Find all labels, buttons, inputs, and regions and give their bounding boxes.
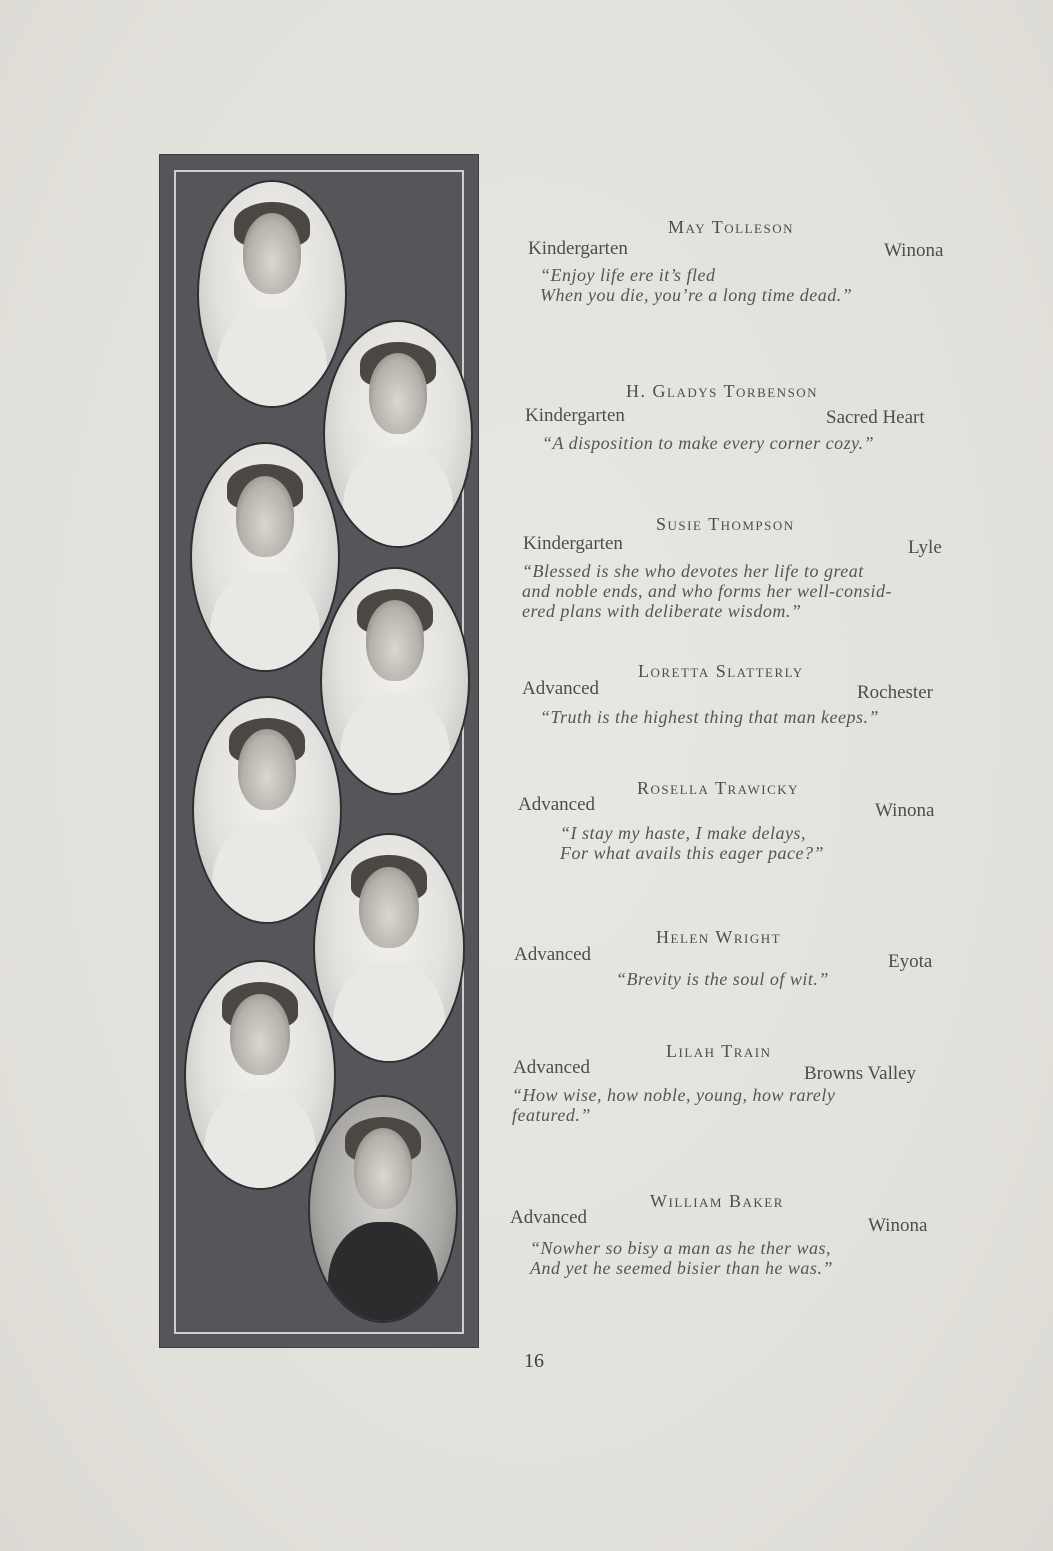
student-town: Sacred Heart [826, 407, 925, 428]
student-name: Lilah Train [666, 1041, 772, 1061]
student-quote: “Nowher so bisy a man as he ther was, And yet he seemed bisier than he was.” [530, 1238, 833, 1278]
student-course: Advanced [513, 1057, 591, 1078]
student-course: Advanced [510, 1207, 588, 1228]
student-quote: “Truth is the highest thing that man keeps.” [540, 707, 880, 727]
student-name: May Tolleson [668, 217, 794, 237]
student-name: H. Gladys Torbenson [626, 381, 819, 401]
student-name: Rosella Trawicky [637, 778, 800, 798]
student-town: Winona [884, 240, 944, 261]
student-name: Loretta Slatterly [638, 661, 804, 681]
student-course: Advanced [518, 794, 596, 815]
student-quote: “I stay my haste, I make delays, For what avails this eager pace?” [560, 823, 824, 863]
student-quote: “How wise, how noble, young, how rarely featured.” [512, 1085, 836, 1125]
student-town: Rochester [857, 682, 933, 703]
student-town: Winona [868, 1215, 928, 1236]
page-number: 16 [524, 1350, 544, 1372]
student-town: Winona [875, 800, 935, 821]
student-town: Browns Valley [804, 1063, 917, 1084]
student-name: Susie Thompson [656, 514, 795, 534]
student-town: Eyota [888, 951, 933, 972]
student-course: Advanced [514, 944, 592, 965]
student-name: William Baker [650, 1191, 784, 1211]
student-name: Helen Wright [656, 927, 782, 947]
student-course: Kindergarten [525, 405, 625, 426]
student-town: Lyle [908, 537, 942, 558]
student-quote: “A disposition to make every corner cozy.” [542, 433, 875, 453]
student-course: Advanced [522, 678, 600, 699]
student-quote: “Enjoy life ere it’s fled When you die, you’re a long time dead.” [540, 265, 853, 305]
student-quote: “Blessed is she who devotes her life to great and noble ends, and who forms her well-consid- ered plans with deliberate wisdom.” [522, 561, 892, 621]
student-course: Kindergarten [528, 238, 628, 259]
student-course: Kindergarten [523, 533, 623, 554]
student-quote: “Brevity is the soul of wit.” [616, 969, 829, 989]
